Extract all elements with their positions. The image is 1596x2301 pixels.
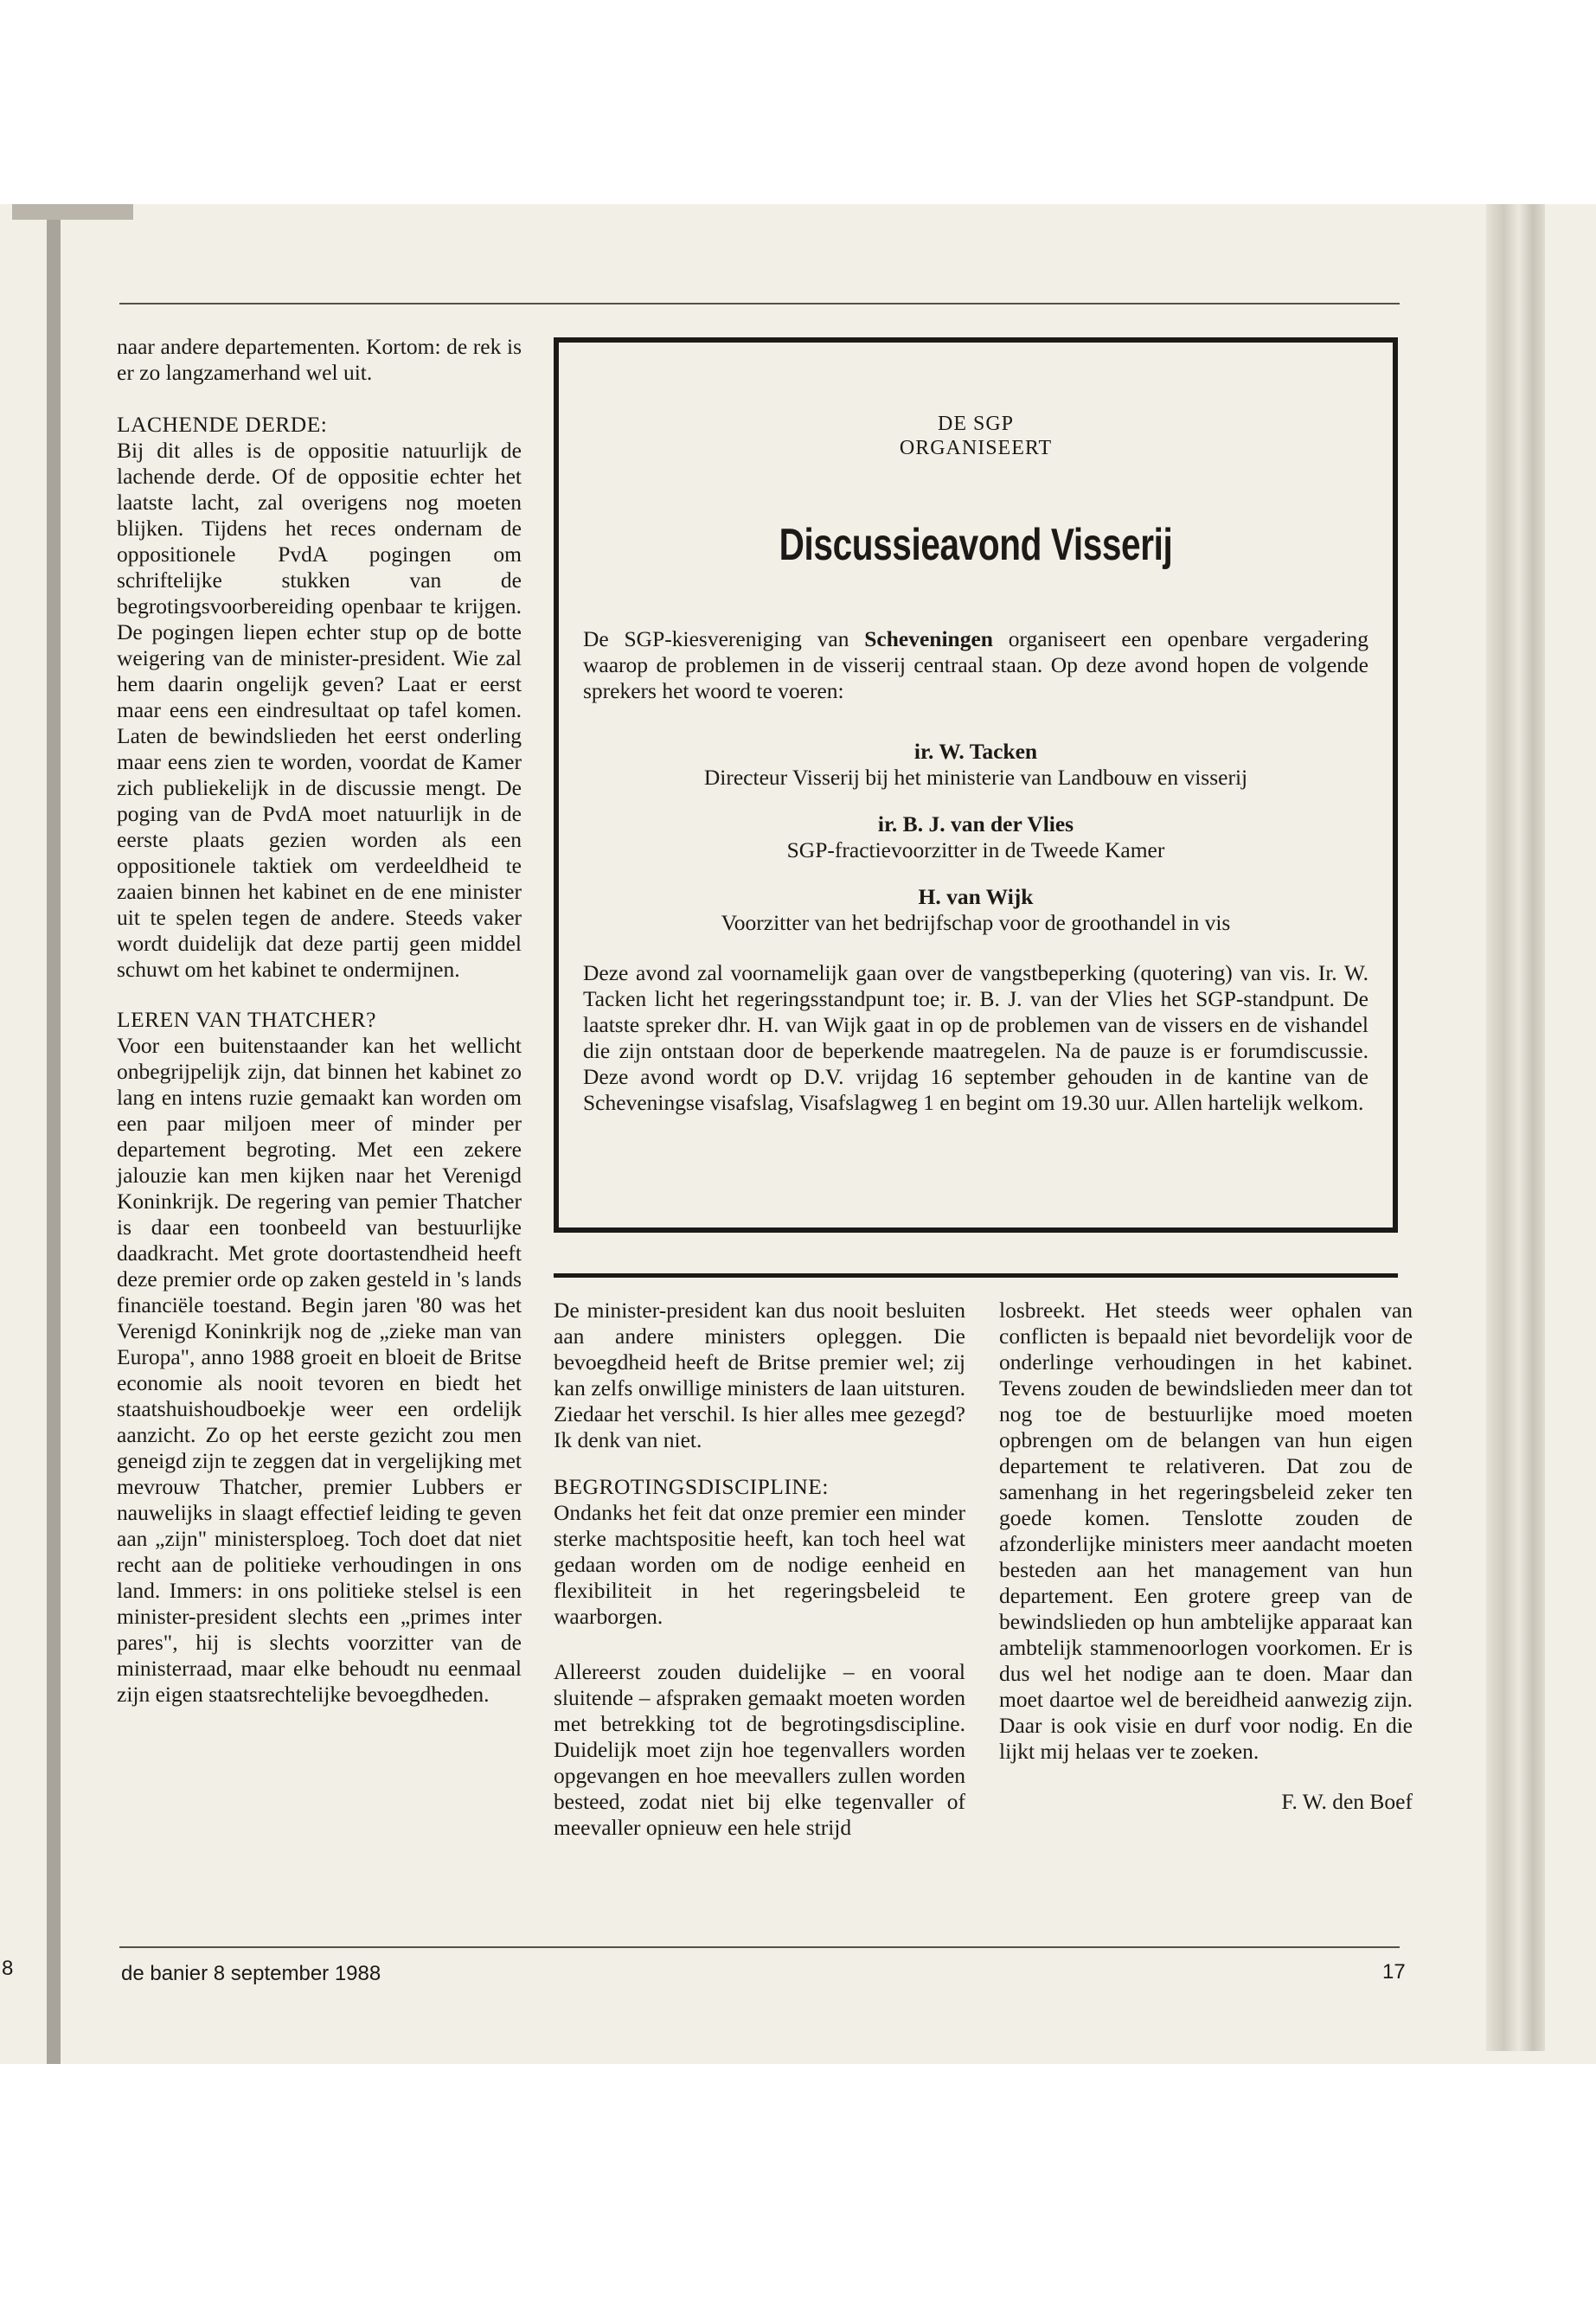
box-kicker-line-1: DE SGP	[937, 413, 1015, 435]
speaker-name: ir. B. J. van der Vlies	[877, 811, 1074, 836]
middle-para-3: Allereerst zouden duidelijke – en vooral sluitende – afspraken gemaakt moeten worden met betrekking tot de begrotingsdiscipline. Duidelijk moet zijn hoe tegenvallers worden opgevangen en hoe meevallers zullen worden besteed, zodat niet bij elke tegenvaller of meevaller opnieuw een hele strijd	[554, 1659, 965, 1840]
box-bottom-rule	[554, 1273, 1398, 1278]
speaker-2	[583, 811, 1368, 863]
speaker-3	[583, 884, 1368, 936]
announcement-box	[554, 337, 1398, 1233]
heading-begrotingsdiscipline: BEGROTINGSDISCIPLINE:	[554, 1474, 829, 1499]
book-spine	[47, 204, 61, 2064]
speaker-name: H. van Wijk	[918, 884, 1034, 909]
box-intro-place: Scheveningen	[864, 626, 993, 651]
author-signature: F. W. den Boef	[1281, 1789, 1413, 1814]
left-intro: naar andere departementen. Kortom: de rek is er zo langzamerhand wel uit.	[117, 334, 522, 385]
left-para-2: Voor een buitenstaander kan het wellicht onbegrijpelijk zijn, dat binnen het kabinet zo lang en intens ruzie gemaakt kan worden om een paar miljoen meer of minder per departement begroting. Met een zekere jalouzie kan men kijken naar het Verenigd Koninkrijk. De regering van pemier Thatcher is daar een toonbeeld van bestuurlijke daadkracht. Met grote doortastendheid heeft deze premier orde op zaken gesteld in 's lands financiële toestand. Begin jaren '80 was het Verenigd Koninkrijk nog de „zieke man van Europa", anno 1988 groeit en bloeit de Britse economie als nooit tevoren en biedt het staatshuishoudboekje weer een ordelijk aanzicht. Zo op het eerste gezicht zou men geneigd zijn te zeggen dat in vergelijking met mevrouw Thatcher, premier Lubbers er nauwelijks in slaagt effectief leiding te geven aan „zijn" ministersploeg. Toch doet dat niet recht aan de politieke verhoudingen in ons land. Immers: in ons politieke stelsel is een minister-president slechts een „primes inter pares", hij is slechts voorzitter van de ministerraad, maar elke behoudt nu eenmaal zijn eigen staatsrechtelijke bevoegdheden.	[117, 1033, 522, 1707]
speaker-role: Directeur Visserij bij het ministerie van Landbouw en visserij	[703, 765, 1248, 790]
speaker-role: SGP-fractievoorzitter in de Tweede Kamer	[786, 837, 1165, 862]
adjacent-page-number: 8	[2, 1957, 14, 1980]
spine-binding	[12, 204, 133, 220]
speaker-name: ir. W. Tacken	[913, 739, 1038, 764]
speaker-role: Voorzitter van het bedrijfschap voor de groothandel in vis	[721, 910, 1231, 935]
box-kicker-line-2: ORGANISEERT	[899, 437, 1053, 459]
page-number: 17	[1382, 1960, 1406, 1984]
left-para-1: Bij dit alles is de oppositie natuurlijk de lachende derde. Of de oppositie echter het laatste lacht, zal overigens nog moeten blijken. Tijdens het reces ondernam de oppositionele PvdA pogingen om schriftelijke stukken van de begrotingsvoorbereiding openbaar te krijgen. De pogingen liepen echter stup op de botte weigering van de minister-president. Wie zal hem daarin ongelijk geven? Laat er eerst maar eens een eindresultaat op tafel komen. Laten de bewindslieden het eerst onderling maar eens zien te worden, voordat de Kamer zich publiekelijk in de discussie mengt. De poging van de PvdA moet natuurlijk in de eerste plaats gezien worden als een oppositionele taktiek om verdeeldheid te zaaien binnen het kabinet en de ene minister uit te spelen tegen de andere. Steeds vaker wordt duidelijk dat deze partij geen middel schuwt om het kabinet te ondermijnen.	[117, 438, 522, 982]
right-column	[999, 1298, 1413, 1815]
speaker-1	[583, 739, 1368, 791]
publication-line: de banier 8 september 1988	[121, 1962, 381, 1985]
middle-para-2: Ondanks het feit dat onze premier een minder sterke machtspositie heeft, kan toch heel wat gedaan worden om de nodige eenheid en flexibiliteit in het regeringsbeleid te waarborgen.	[554, 1500, 965, 1629]
page-edges	[1486, 204, 1545, 2051]
heading-leren-van-thatcher: LEREN VAN THATCHER?	[117, 1007, 376, 1032]
right-para-1: losbreekt. Het steeds weer ophalen van conflicten is bepaald niet bevordelijk voor de onderlinge verhoudingen in het kabinet. Tevens zouden de bewindslieden meer dan tot nog toe de bestuurlijke moed moeten opbrengen om de belangen van hun eigen departement te relativeren. Dat zou de samenhang in het regeringsbeleid zeker ten goede komen. Tenslotte zouden de afzonderlijke ministers meer aandacht moeten besteden aan het management van hun departement. Een grotere greep van de bewindslieden op hun ambtelijke apparaat kan ambtelijk stammenoorlogen voorkomen. Er is dus wel het nodige aan te doen. Maar dan moet daartoe wel de bereidheid aanwezig zijn. Daar is ook visie en durf voor nodig. En die lijkt mij helaas ver te zoeken.	[999, 1298, 1413, 1764]
box-headline: Discussieavond Visserij	[779, 520, 1173, 570]
box-closing: Deze avond zal voornamelijk gaan over de vangstbeperking (quotering) van vis. Ir. W. Tacken licht het regeringsstandpunt toe; ir. B. J. van der Vlies het SGP-standpunt. De laatste spreker dhr. H. van Wijk gaat in op de problemen van de vissers en de vishandel die zijn ontstaan door de beperkende maatregelen. Na de pauze is er forumdiscussie. Deze avond wordt op D.V. vrijdag 16 september gehouden in de kantine van de Scheveningse visafslag, Visafslagweg 1 en begint om 19.30 uur. Allen hartelijk welkom.	[583, 960, 1368, 1115]
left-column	[117, 334, 522, 1720]
heading-lachende-derde: LACHENDE DERDE:	[117, 412, 328, 437]
top-rule	[119, 303, 1400, 304]
middle-column	[554, 1298, 965, 1853]
footer-rule	[119, 1946, 1400, 1948]
middle-para-1: De minister-president kan dus nooit besluiten aan andere ministers opleggen. Die bevoegdheid heeft de Britse premier wel; zij kan zelfs onwillige ministers de laan uitsturen. Ziedaar het verschil. Is hier alles mee gezegd? Ik denk van niet.	[554, 1298, 965, 1452]
box-intro: De SGP-kiesvereniging van Scheveningen organiseert een openbare vergadering waarop de problemen in de visserij centraal staan. Op deze avond hopen de volgende sprekers het woord te voeren:	[583, 626, 1368, 703]
